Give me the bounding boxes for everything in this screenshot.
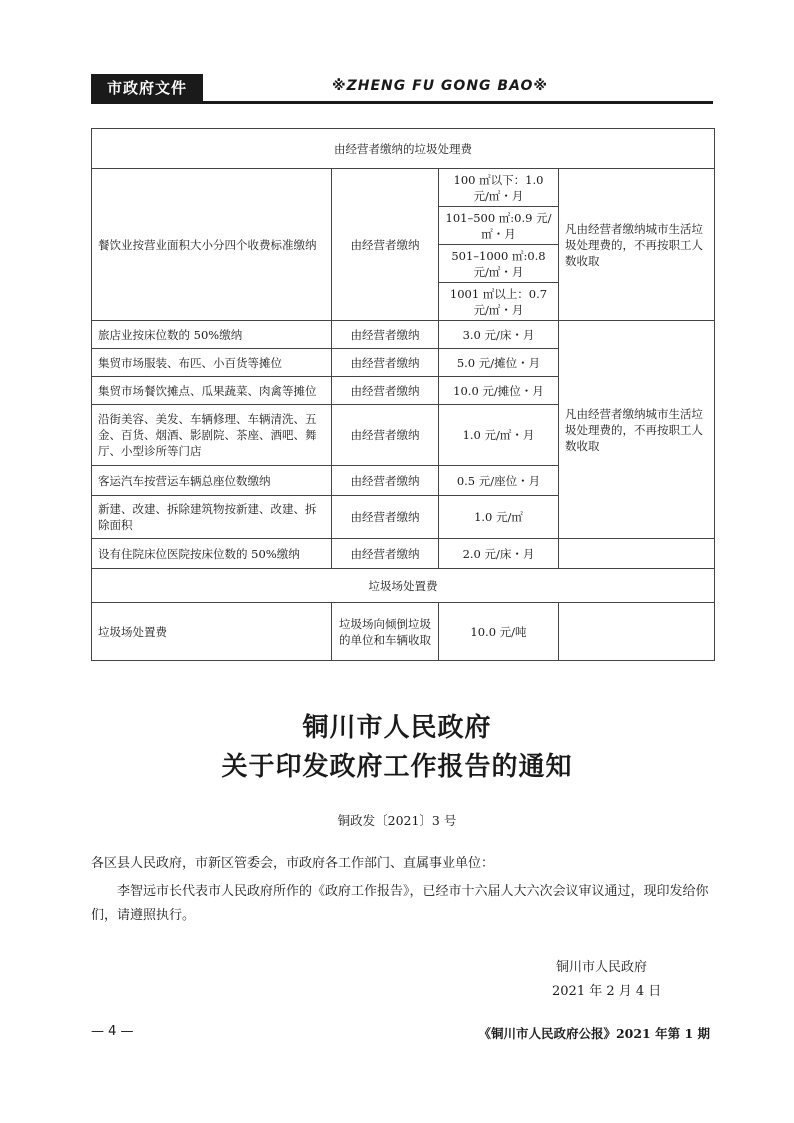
hospital-item: 设有住院床位医院按床位数的 50%缴纳	[92, 539, 332, 569]
row-payer: 由经营者缴纳	[332, 466, 439, 496]
catering-rate-3: 501–1000 ㎡:0.8 元/㎡・月	[439, 245, 559, 283]
rows-note: 凡由经营者缴纳城市生活垃圾处理费的，不再按职工人数收取	[559, 321, 715, 539]
row-payer: 由经营者缴纳	[332, 377, 439, 405]
notice-body: 李智远市长代表市人民政府所作的《政府工作报告》，已经市十六届人大六次会议审议通过，现印发给你们，请遵照执行。	[91, 884, 709, 923]
section2-title: 垃圾场处置费	[92, 569, 715, 603]
landfill-note	[559, 603, 715, 661]
row-payer: 由经营者缴纳	[332, 321, 439, 349]
row-rate: 0.5 元/座位・月	[439, 466, 559, 496]
row-payer: 由经营者缴纳	[332, 496, 439, 539]
catering-rate-2: 101–500 ㎡:0.9 元/㎡・月	[439, 207, 559, 245]
row-rate: 3.0 元/床・月	[439, 321, 559, 349]
publication-header: ※ZHENG FU GONG BAO※	[332, 78, 548, 94]
catering-item: 餐饮业按营业面积大小分四个收费标准缴纳	[92, 169, 332, 321]
row-rate: 10.0 元/摊位・月	[439, 377, 559, 405]
landfill-payer: 垃圾场向倾倒垃圾的单位和车辆收取	[332, 603, 439, 661]
footer-publication: 《铜川市人民政府公报》2021 年第 1 期	[478, 1026, 710, 1041]
landfill-rate: 10.0 元/吨	[439, 603, 559, 661]
fee-table	[91, 128, 715, 661]
notice-title-line2: 关于印发政府工作报告的通知	[221, 752, 573, 782]
catering-payer: 由经营者缴纳	[332, 169, 439, 321]
row-item: 客运汽车按营运车辆总座位数缴纳	[92, 466, 332, 496]
notice-date: 2021 年 2 月 4 日	[552, 984, 662, 999]
hospital-note	[559, 539, 715, 569]
page-number: — 4 —	[91, 1024, 134, 1039]
landfill-item: 垃圾场处置费	[92, 603, 332, 661]
catering-rate-1: 100 ㎡以下：1.0 元/㎡・月	[439, 169, 559, 207]
row-rate: 5.0 元/摊位・月	[439, 349, 559, 377]
catering-rate-4: 1001 ㎡以上：0.7 元/㎡・月	[439, 283, 559, 321]
row-item: 新建、改建、拆除建筑物按新建、改建、拆除面积	[92, 496, 332, 539]
header-rule	[91, 101, 713, 104]
addressee: 各区县人民政府，市新区管委会，市政府各工作部门、直属事业单位：	[91, 856, 495, 871]
row-item: 旅店业按床位数的 50%缴纳	[92, 321, 332, 349]
row-payer: 由经营者缴纳	[332, 405, 439, 466]
signer: 铜川市人民政府	[556, 960, 648, 975]
row-item: 沿街美容、美发、车辆修理、车辆清洗、五金、百货、烟酒、影剧院、茶座、酒吧、舞厅、小型诊所等门店	[92, 405, 332, 466]
row-item: 集贸市场餐饮摊点、瓜果蔬菜、肉禽等摊位	[92, 377, 332, 405]
section-tag: 市政府文件	[91, 74, 203, 102]
row-payer: 由经营者缴纳	[332, 349, 439, 377]
catering-note: 凡由经营者缴纳城市生活垃圾处理费的，不再按职工人数收取	[559, 169, 715, 321]
row-rate: 1.0 元/㎡	[439, 496, 559, 539]
document-number: 铜政发〔2021〕3 号	[337, 813, 457, 828]
section1-title: 由经营者缴纳的垃圾处理费	[92, 129, 715, 169]
hospital-rate: 2.0 元/床・月	[439, 539, 559, 569]
row-item: 集贸市场服装、布匹、小百货等摊位	[92, 349, 332, 377]
row-rate: 1.0 元/㎡・月	[439, 405, 559, 466]
hospital-payer: 由经营者缴纳	[332, 539, 439, 569]
notice-title-line1: 铜川市人民政府	[302, 713, 492, 743]
